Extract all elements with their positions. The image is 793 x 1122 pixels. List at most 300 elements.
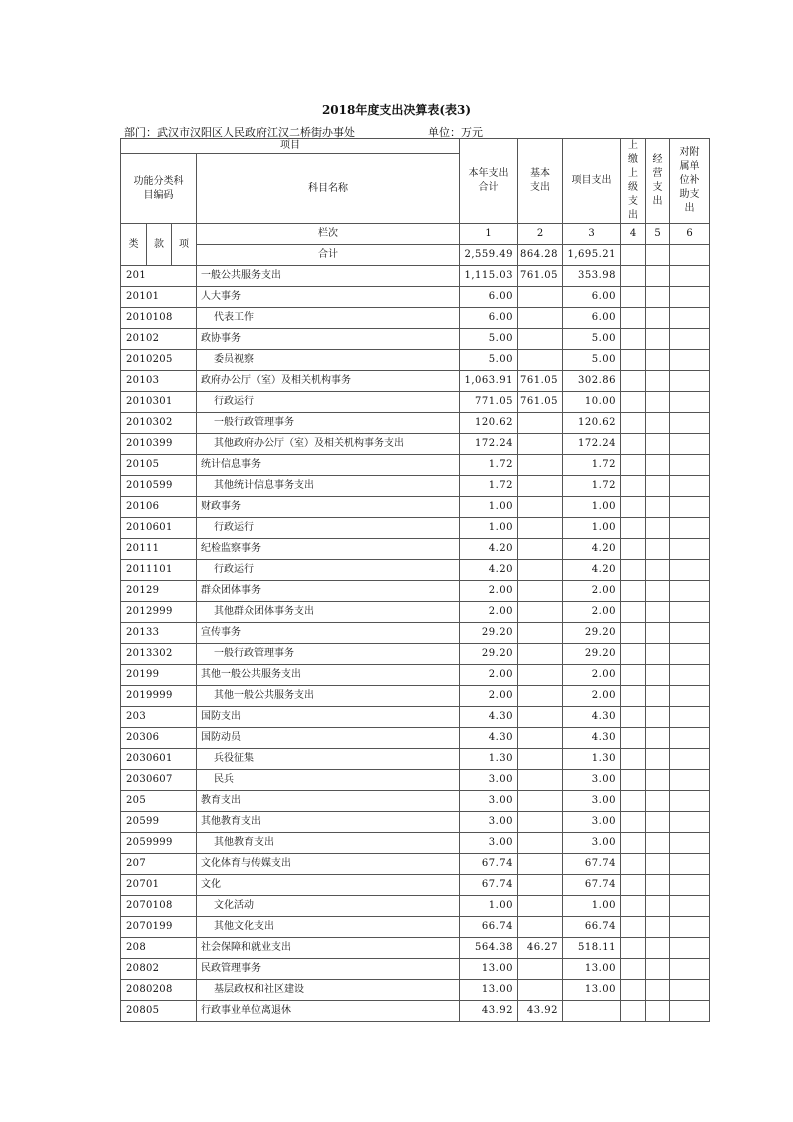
row-basic	[518, 518, 563, 539]
row-subject-name: 其他教育支出	[197, 833, 460, 854]
table-row	[121, 266, 710, 287]
row-project: 13.00	[563, 980, 621, 1001]
row-code: 2019999	[121, 686, 197, 707]
row-code: 201	[121, 266, 197, 287]
col-number: 2	[518, 224, 563, 245]
empty-cell	[621, 602, 646, 623]
empty-cell	[621, 854, 646, 875]
sum-basic: 864.28	[518, 245, 563, 266]
row-code: 2010399	[121, 434, 197, 455]
empty-cell	[670, 875, 710, 896]
row-subject-name: 群众团体事务	[197, 581, 460, 602]
row-basic	[518, 287, 563, 308]
row-subject-name: 一般公共服务支出	[197, 266, 460, 287]
empty-cell	[670, 329, 710, 350]
row-project: 1.30	[563, 749, 621, 770]
row-basic	[518, 434, 563, 455]
empty-cell	[646, 371, 670, 392]
table-row	[121, 392, 710, 413]
row-subject-name: 人大事务	[197, 287, 460, 308]
empty-cell	[621, 476, 646, 497]
row-basic	[518, 833, 563, 854]
empty-cell	[646, 770, 670, 791]
row-total: 4.20	[460, 560, 518, 581]
empty-cell	[670, 644, 710, 665]
empty-cell	[621, 707, 646, 728]
header-basic: 基本支出	[518, 139, 563, 224]
row-code: 2030607	[121, 770, 197, 791]
row-code: 205	[121, 791, 197, 812]
header-subsidiary: 对附属单位补助支出	[670, 139, 710, 224]
empty-cell	[670, 539, 710, 560]
row-total: 6.00	[460, 308, 518, 329]
row-project: 67.74	[563, 875, 621, 896]
row-total: 2.00	[460, 581, 518, 602]
empty-cell	[621, 455, 646, 476]
row-code: 2030601	[121, 749, 197, 770]
empty-cell	[621, 560, 646, 581]
row-code: 2010205	[121, 350, 197, 371]
row-total: 1,115.03	[460, 266, 518, 287]
sum-label: 合计	[197, 245, 460, 266]
row-code: 2011101	[121, 560, 197, 581]
empty-cell	[621, 581, 646, 602]
row-code: 2010108	[121, 308, 197, 329]
empty-cell	[621, 770, 646, 791]
row-code: 2070108	[121, 896, 197, 917]
empty-cell	[646, 392, 670, 413]
row-project: 6.00	[563, 287, 621, 308]
row-project: 3.00	[563, 791, 621, 812]
empty-cell	[646, 896, 670, 917]
unit-label: 单位：万元	[428, 126, 483, 139]
row-subject-name: 其他群众团体事务支出	[197, 602, 460, 623]
empty-cell	[670, 560, 710, 581]
empty-cell	[646, 434, 670, 455]
empty-cell	[646, 455, 670, 476]
empty-cell	[646, 917, 670, 938]
empty-cell	[670, 938, 710, 959]
row-project: 2.00	[563, 602, 621, 623]
row-subject-name: 行政运行	[197, 560, 460, 581]
col-number: 4	[621, 224, 646, 245]
empty-cell	[670, 392, 710, 413]
empty-cell	[670, 854, 710, 875]
row-code: 2010302	[121, 413, 197, 434]
empty-cell	[670, 749, 710, 770]
row-total: 3.00	[460, 770, 518, 791]
row-total: 1.72	[460, 455, 518, 476]
table-row	[121, 560, 710, 581]
row-subject-name: 文化体育与传媒支出	[197, 854, 460, 875]
row-basic	[518, 812, 563, 833]
row-basic	[518, 350, 563, 371]
row-code: 203	[121, 707, 197, 728]
row-total: 1.00	[460, 518, 518, 539]
row-basic	[518, 539, 563, 560]
row-basic	[518, 602, 563, 623]
row-total: 4.30	[460, 707, 518, 728]
row-project: 353.98	[563, 266, 621, 287]
row-basic: 46.27	[518, 938, 563, 959]
row-total: 120.62	[460, 413, 518, 434]
row-subject-name: 其他政府办公厅（室）及相关机构事务支出	[197, 434, 460, 455]
empty-cell	[646, 518, 670, 539]
row-total: 6.00	[460, 287, 518, 308]
header-kuan: 款	[147, 224, 172, 266]
table-row	[121, 917, 710, 938]
row-basic	[518, 560, 563, 581]
row-code: 20101	[121, 287, 197, 308]
table-row	[121, 749, 710, 770]
row-code: 2080208	[121, 980, 197, 1001]
empty-cell	[646, 707, 670, 728]
empty-cell	[621, 896, 646, 917]
row-total: 67.74	[460, 854, 518, 875]
row-project: 518.11	[563, 938, 621, 959]
empty-cell	[621, 959, 646, 980]
table-row	[121, 770, 710, 791]
row-project: 29.20	[563, 623, 621, 644]
row-total: 5.00	[460, 350, 518, 371]
empty-cell	[621, 413, 646, 434]
empty-cell	[621, 245, 646, 266]
col-number: 5	[646, 224, 670, 245]
row-code: 20199	[121, 665, 197, 686]
empty-cell	[621, 686, 646, 707]
table-row	[121, 287, 710, 308]
header-upper: 上缴上级支出	[621, 139, 646, 224]
row-total: 3.00	[460, 791, 518, 812]
row-basic	[518, 854, 563, 875]
row-code: 20103	[121, 371, 197, 392]
row-total: 4.20	[460, 539, 518, 560]
table-row	[121, 518, 710, 539]
empty-cell	[670, 371, 710, 392]
col-number: 1	[460, 224, 518, 245]
table-row	[121, 455, 710, 476]
row-subject-name: 国防动员	[197, 728, 460, 749]
empty-cell	[646, 245, 670, 266]
empty-cell	[621, 518, 646, 539]
empty-cell	[670, 1001, 710, 1022]
table-row	[121, 833, 710, 854]
header-func-code: 功能分类科目编码	[121, 154, 197, 224]
row-project: 4.30	[563, 707, 621, 728]
empty-cell	[646, 665, 670, 686]
row-code: 20701	[121, 875, 197, 896]
table-row	[121, 644, 710, 665]
empty-cell	[621, 539, 646, 560]
empty-cell	[670, 266, 710, 287]
header-subject-name: 科目名称	[197, 154, 460, 224]
empty-cell	[670, 896, 710, 917]
row-subject-name: 基层政权和社区建设	[197, 980, 460, 1001]
header-xiang: 项	[172, 224, 197, 266]
row-subject-name: 其他统计信息事务支出	[197, 476, 460, 497]
empty-cell	[646, 749, 670, 770]
empty-cell	[621, 308, 646, 329]
row-code: 2010601	[121, 518, 197, 539]
table-row	[121, 854, 710, 875]
empty-cell	[670, 623, 710, 644]
row-code: 20111	[121, 539, 197, 560]
col-number: 3	[563, 224, 621, 245]
row-basic	[518, 686, 563, 707]
row-basic: 761.05	[518, 266, 563, 287]
empty-cell	[670, 665, 710, 686]
row-project: 10.00	[563, 392, 621, 413]
row-basic	[518, 623, 563, 644]
row-total: 564.38	[460, 938, 518, 959]
row-code: 2070199	[121, 917, 197, 938]
row-basic	[518, 476, 563, 497]
table-row	[121, 623, 710, 644]
row-total: 1,063.91	[460, 371, 518, 392]
empty-cell	[621, 833, 646, 854]
row-total: 2.00	[460, 665, 518, 686]
row-code: 20133	[121, 623, 197, 644]
department-label: 部门：武汉市汉阳区人民政府江汉二桥街办事处	[124, 126, 355, 139]
row-project: 3.00	[563, 812, 621, 833]
page-title: 2018年度支出决算表(表3)	[321, 103, 472, 117]
row-project: 1.72	[563, 476, 621, 497]
empty-cell	[621, 917, 646, 938]
header-project-expense: 项目支出	[563, 139, 621, 224]
row-subject-name: 行政事业单位离退休	[197, 1001, 460, 1022]
empty-cell	[670, 812, 710, 833]
row-basic	[518, 308, 563, 329]
table-row	[121, 602, 710, 623]
col-number: 6	[670, 224, 710, 245]
empty-cell	[646, 1001, 670, 1022]
row-subject-name: 其他一般公共服务支出	[197, 686, 460, 707]
row-subject-name: 行政运行	[197, 518, 460, 539]
row-subject-name: 民兵	[197, 770, 460, 791]
row-subject-name: 兵役征集	[197, 749, 460, 770]
row-subject-name: 纪检监察事务	[197, 539, 460, 560]
empty-cell	[621, 875, 646, 896]
table-row	[121, 539, 710, 560]
row-basic	[518, 749, 563, 770]
empty-cell	[670, 770, 710, 791]
empty-cell	[621, 434, 646, 455]
row-project: 67.74	[563, 854, 621, 875]
row-project: 4.20	[563, 539, 621, 560]
empty-cell	[670, 476, 710, 497]
header-business: 经营支出	[646, 139, 670, 224]
row-basic: 43.92	[518, 1001, 563, 1022]
row-subject-name: 文化活动	[197, 896, 460, 917]
table-row	[121, 980, 710, 1001]
empty-cell	[670, 707, 710, 728]
table-row	[121, 1001, 710, 1022]
row-total: 29.20	[460, 644, 518, 665]
row-project: 302.86	[563, 371, 621, 392]
empty-cell	[670, 455, 710, 476]
table-row	[121, 791, 710, 812]
empty-cell	[621, 371, 646, 392]
row-total: 67.74	[460, 875, 518, 896]
row-subject-name: 文化	[197, 875, 460, 896]
row-subject-name: 教育支出	[197, 791, 460, 812]
row-project: 4.30	[563, 728, 621, 749]
row-basic	[518, 791, 563, 812]
row-project: 1.00	[563, 518, 621, 539]
row-subject-name: 国防支出	[197, 707, 460, 728]
row-basic: 761.05	[518, 371, 563, 392]
sum-project: 1,695.21	[563, 245, 621, 266]
row-subject-name: 其他一般公共服务支出	[197, 665, 460, 686]
empty-cell	[621, 329, 646, 350]
row-subject-name: 一般行政管理事务	[197, 644, 460, 665]
empty-cell	[621, 812, 646, 833]
empty-cell	[646, 833, 670, 854]
table-row	[121, 308, 710, 329]
row-subject-name: 社会保障和就业支出	[197, 938, 460, 959]
row-project: 5.00	[563, 350, 621, 371]
header-total: 本年支出合计	[460, 139, 518, 224]
row-code: 20105	[121, 455, 197, 476]
row-subject-name: 政府办公厅（室）及相关机构事务	[197, 371, 460, 392]
row-total: 4.30	[460, 728, 518, 749]
table-row	[121, 497, 710, 518]
row-total: 2.00	[460, 602, 518, 623]
row-total: 1.30	[460, 749, 518, 770]
empty-cell	[646, 329, 670, 350]
row-basic	[518, 455, 563, 476]
empty-cell	[670, 308, 710, 329]
row-total: 771.05	[460, 392, 518, 413]
row-total: 43.92	[460, 1001, 518, 1022]
empty-cell	[646, 266, 670, 287]
empty-cell	[670, 728, 710, 749]
row-project: 3.00	[563, 833, 621, 854]
row-project: 2.00	[563, 665, 621, 686]
row-project: 2.00	[563, 686, 621, 707]
row-code: 20599	[121, 812, 197, 833]
row-total: 29.20	[460, 623, 518, 644]
row-subject-name: 其他教育支出	[197, 812, 460, 833]
empty-cell	[646, 959, 670, 980]
table-row	[121, 728, 710, 749]
row-code: 20129	[121, 581, 197, 602]
row-project: 5.00	[563, 329, 621, 350]
row-code: 20802	[121, 959, 197, 980]
table-row	[121, 665, 710, 686]
empty-cell	[670, 581, 710, 602]
row-code: 20805	[121, 1001, 197, 1022]
table-row	[121, 434, 710, 455]
row-project: 2.00	[563, 581, 621, 602]
empty-cell	[670, 497, 710, 518]
table-row	[121, 329, 710, 350]
row-code: 207	[121, 854, 197, 875]
header-lanci: 栏次	[197, 224, 460, 245]
expenditure-table	[120, 138, 710, 1022]
row-project: 120.62	[563, 413, 621, 434]
table-row	[121, 371, 710, 392]
empty-cell	[621, 728, 646, 749]
table-row	[121, 938, 710, 959]
row-total: 5.00	[460, 329, 518, 350]
empty-cell	[646, 644, 670, 665]
header-project: 项目	[121, 139, 460, 154]
row-subject-name: 宣传事务	[197, 623, 460, 644]
row-project: 3.00	[563, 770, 621, 791]
empty-cell	[646, 287, 670, 308]
empty-cell	[621, 1001, 646, 1022]
row-basic	[518, 665, 563, 686]
row-code: 2012999	[121, 602, 197, 623]
row-total: 3.00	[460, 833, 518, 854]
row-basic	[518, 770, 563, 791]
empty-cell	[670, 980, 710, 1001]
empty-cell	[670, 434, 710, 455]
row-total: 1.00	[460, 497, 518, 518]
row-basic	[518, 917, 563, 938]
empty-cell	[646, 476, 670, 497]
row-total: 13.00	[460, 980, 518, 1001]
empty-cell	[621, 623, 646, 644]
row-total: 172.24	[460, 434, 518, 455]
row-project: 1.00	[563, 896, 621, 917]
empty-cell	[621, 644, 646, 665]
empty-cell	[670, 413, 710, 434]
row-project: 6.00	[563, 308, 621, 329]
table-row	[121, 581, 710, 602]
empty-cell	[646, 875, 670, 896]
empty-cell	[670, 245, 710, 266]
row-subject-name: 其他文化支出	[197, 917, 460, 938]
table-row	[121, 413, 710, 434]
row-subject-name: 财政事务	[197, 497, 460, 518]
empty-cell	[621, 266, 646, 287]
empty-cell	[646, 980, 670, 1001]
row-total: 2.00	[460, 686, 518, 707]
empty-cell	[646, 560, 670, 581]
table-row	[121, 875, 710, 896]
row-code: 2059999	[121, 833, 197, 854]
row-project: 13.00	[563, 959, 621, 980]
row-basic	[518, 413, 563, 434]
empty-cell	[646, 791, 670, 812]
table-row	[121, 812, 710, 833]
empty-cell	[646, 539, 670, 560]
table-row	[121, 476, 710, 497]
row-subject-name: 统计信息事务	[197, 455, 460, 476]
row-subject-name: 政协事务	[197, 329, 460, 350]
row-basic	[518, 497, 563, 518]
table-row	[121, 959, 710, 980]
row-basic	[518, 707, 563, 728]
empty-cell	[646, 938, 670, 959]
empty-cell	[646, 581, 670, 602]
row-project: 66.74	[563, 917, 621, 938]
row-code: 20102	[121, 329, 197, 350]
row-total: 1.00	[460, 896, 518, 917]
empty-cell	[646, 308, 670, 329]
row-code: 2013302	[121, 644, 197, 665]
row-code: 208	[121, 938, 197, 959]
row-subject-name: 委员视察	[197, 350, 460, 371]
row-total: 66.74	[460, 917, 518, 938]
empty-cell	[621, 392, 646, 413]
empty-cell	[670, 917, 710, 938]
row-code: 2010301	[121, 392, 197, 413]
empty-cell	[621, 980, 646, 1001]
row-basic	[518, 644, 563, 665]
